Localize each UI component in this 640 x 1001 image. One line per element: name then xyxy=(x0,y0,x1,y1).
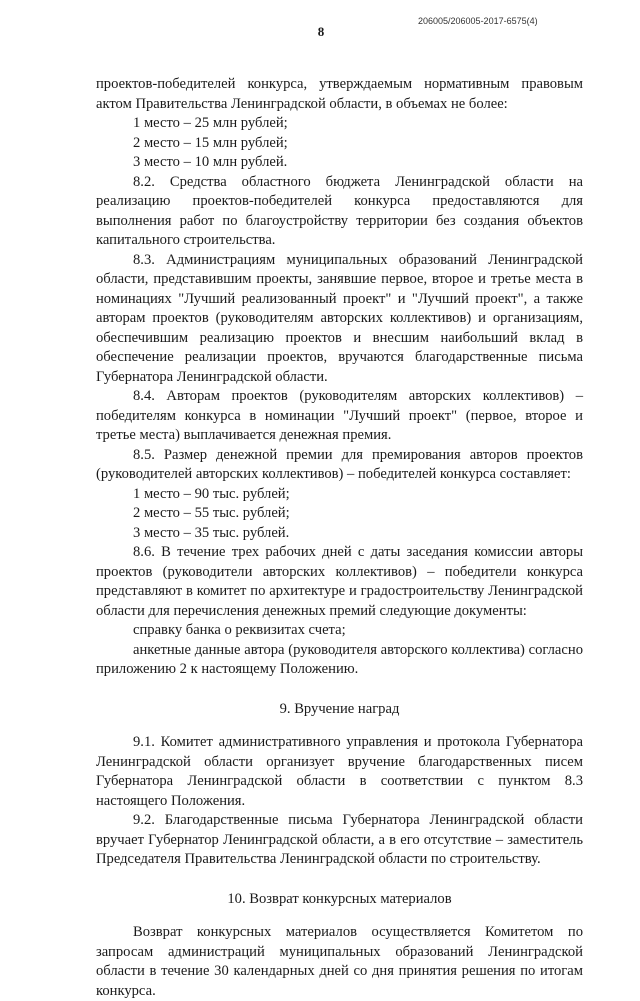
list-item: 3 место – 35 тыс. рублей. xyxy=(133,524,290,541)
list-item: 1 место – 90 тыс. рублей; xyxy=(133,485,290,502)
document-body xyxy=(96,75,583,1001)
paragraph-8-6: 8.6. В течение трех рабочих дней с даты заседания комиссии авторы проектов (руководители авторских коллективов) – победители конкурса представляют в комитет по архитектуре и градостроительству Ленинградской области для перечисления денежных премий следующие документы: xyxy=(96,544,583,619)
paragraph-10: Возврат конкурсных материалов осуществляется Комитетом по запросам администраций муниципальных образований Ленинградской области в течение 30 календарных дней со дня принятия решения по итогам конкурса. xyxy=(96,924,583,999)
paragraph-9-1: 9.1. Комитет административного управления и протокола Губернатора Ленинградской области организует вручение благодарственных писем Губернатора Ленинградской области в соответствии с пунктом 8.3 настоящего Положения. xyxy=(96,734,583,809)
paragraph-8-6-item-2: анкетные данные автора (руководителя авторского коллектива) согласно приложению 2 к настоящему Положению. xyxy=(96,641,583,677)
spacer xyxy=(96,719,583,733)
paragraph-8-5: 8.5. Размер денежной премии для премирования авторов проектов (руководителей авторских коллективов) – победителей конкурса составляет: xyxy=(96,446,583,482)
paragraph-8-2: 8.2. Средства областного бюджета Ленинградской области на реализацию проектов-победителей конкурса предоставляются для выполнения работ по благоустройству территории без создания объектов капитального строительства. xyxy=(96,173,583,248)
list-item: 2 место – 15 млн рублей; xyxy=(133,134,288,151)
list-item: 3 место – 10 млн рублей. xyxy=(133,154,288,170)
page-number: 8 xyxy=(317,24,325,39)
list-item: 2 место – 55 тыс. рублей; xyxy=(133,505,290,521)
paragraph-9-2: 9.2. Благодарственные письма Губернатора Ленинградской области вручает Губернатор Ленинградской области, а в его отсутствие – заместитель Председателя Правительства Ленинградской области по строительству. xyxy=(96,812,583,867)
paragraph-8-4: 8.4. Авторам проектов (руководителям авторских коллективов) – победителям конкурса в номинации "Лучший проект" (первое, второе и третье места) выплачивается денежная премия. xyxy=(96,388,583,443)
section-heading-10: 10. Возврат конкурсных материалов xyxy=(227,890,452,907)
paragraph-8-3: 8.3. Администрациям муниципальных образований Ленинградской области, представившим проекты, занявшие первое, второе и третье места в номинациях "Лучший реализованный проект" и "Лучший проект", а также авторам проектов (руководителям авторских коллективов) и организациям, обеспечившим реализацию проектов и внесшим наибольший вклад в обеспечение реализации проектов, вручаются благодарственные письма Губернатора Ленинградской области. xyxy=(96,251,583,385)
spacer xyxy=(96,870,583,890)
paragraph-8-6-item-1: справку банка о реквизитах счета; xyxy=(133,622,346,638)
section-heading-9: 9. Вручение наград xyxy=(279,700,400,717)
document-id: 206005/206005-2017-6575(4) xyxy=(418,16,538,26)
spacer xyxy=(96,909,583,923)
paragraph-intro: проектов-победителей конкурса, утверждаемым нормативным правовым актом Правительства Ленинградской области, в объемах не более: xyxy=(96,76,583,112)
list-item: 1 место – 25 млн рублей; xyxy=(133,115,288,131)
spacer xyxy=(96,680,583,700)
